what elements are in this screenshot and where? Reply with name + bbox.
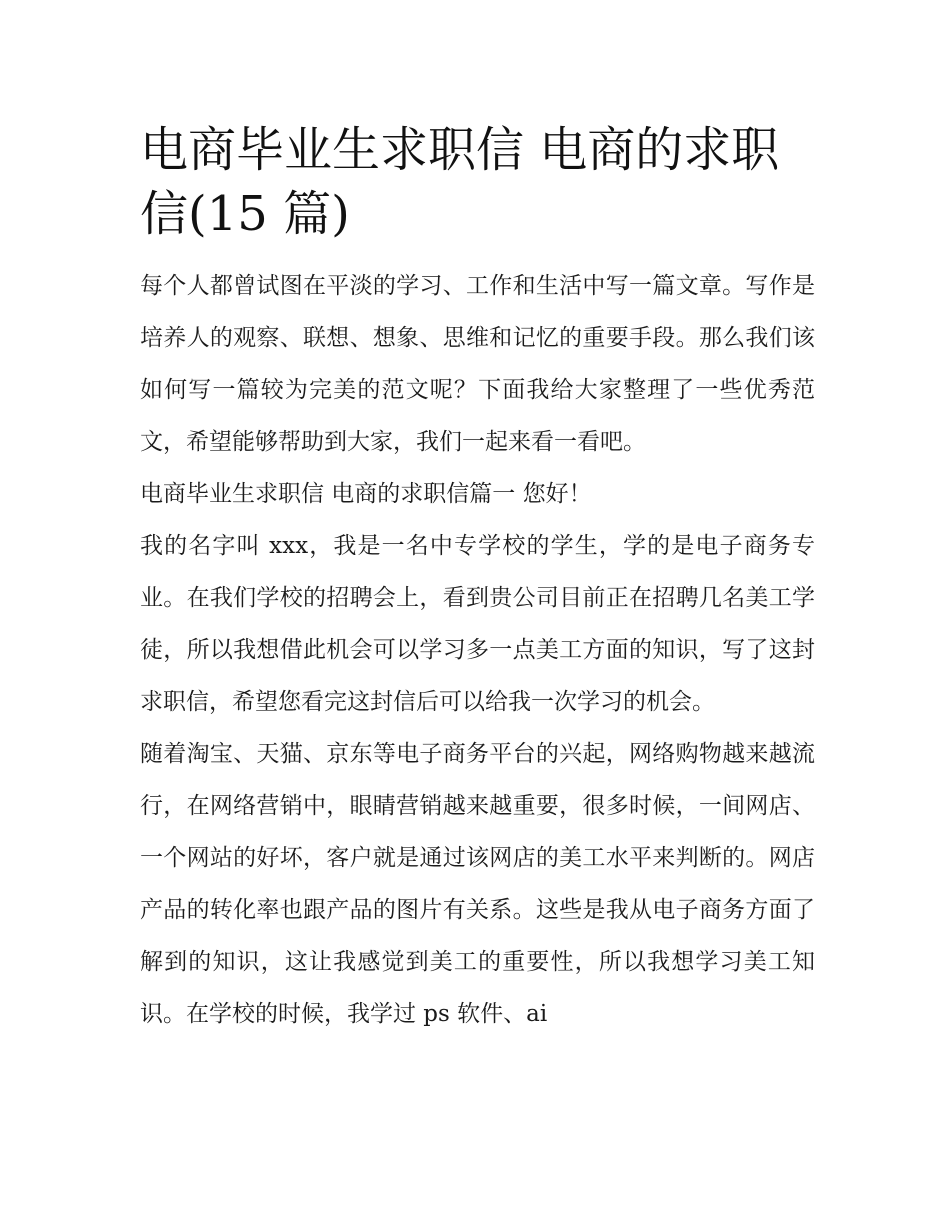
self-introduction-paragraph: 我的名字叫 xxx，我是一名中专学校的学生，学的是电子商务专业。在我们学校的招聘会上，看到贵公司目前正在招聘几名美工学徒，所以我想借此机会可以学习多一点美工方面的知识，写了这封求职信，希望您看完这封信后可以给我一次学习的机会。 <box>140 533 815 715</box>
intro-paragraph: 每个人都曾试图在平淡的学习、工作和生活中写一篇文章。写作是培养人的观察、联想、想象、思维和记忆的重要手段。那么我们该如何写一篇较为完美的范文呢？下面我给大家整理了一些优秀范文，希望能够帮助到大家，我们一起来看一看吧。 <box>140 273 815 455</box>
letter-heading-paragraph: 电商毕业生求职信 电商的求职信篇一 您好！ <box>140 481 592 507</box>
document-content <box>140 118 815 1040</box>
ecommerce-paragraph: 随着淘宝、天猫、京东等电子商务平台的兴起，网络购物越来越流行，在网络营销中，眼睛营销越来越重要，很多时候，一间网店、一个网站的好坏，客户就是通过该网店的美工水平来判断的。网店产品的转化率也跟产品的图片有关系。这些是我从电子商务方面了解到的知识，这让我感觉到美工的重要性，所以我想学习美工知识。在学校的时候，我学过 ps 软件、ai <box>140 741 815 1027</box>
document-title: 电商毕业生求职信 电商的求职信(15 篇) <box>140 122 780 242</box>
